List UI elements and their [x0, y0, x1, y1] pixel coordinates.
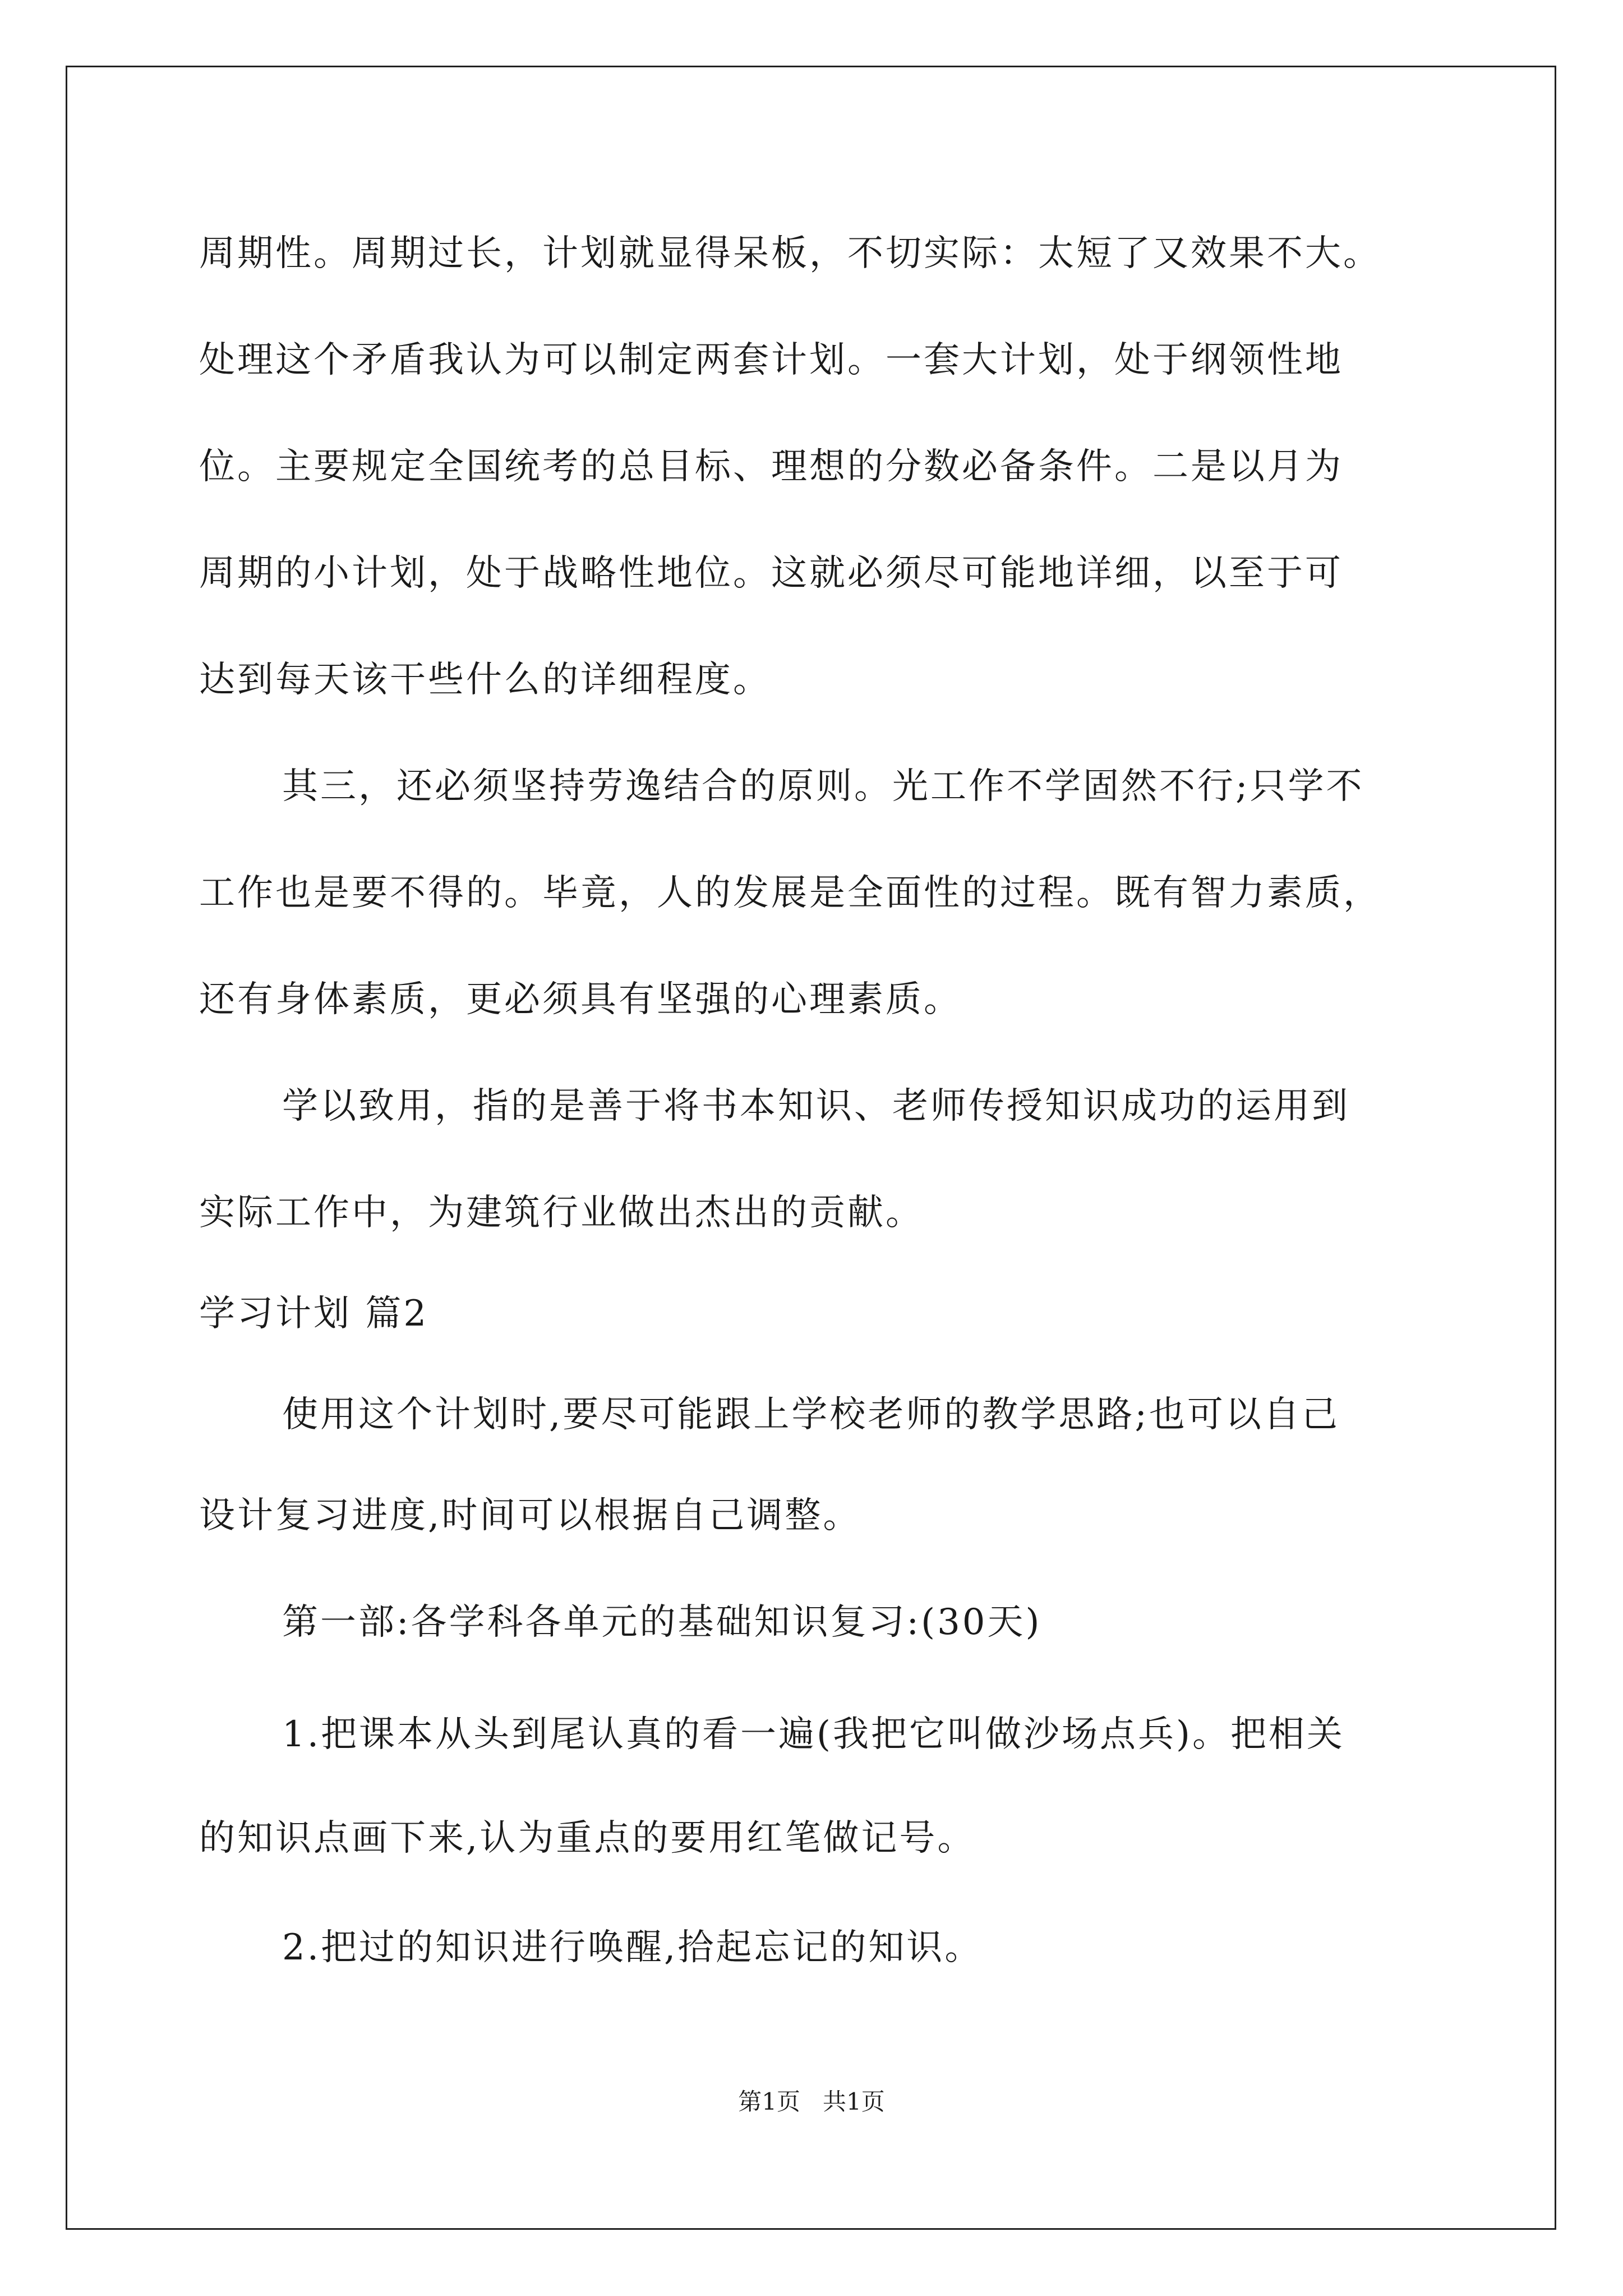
text-line: 的知识点画下来,认为重点的要用红笔做记号。 — [199, 1818, 976, 1859]
text-line: 其三，还必须坚持劳逸结合的原则。光工作不学固然不行;只学不 — [282, 766, 1364, 807]
text-line: 位。主要规定全国统考的总目标、理想的分数必备条件。二是以月为 — [199, 446, 1343, 487]
text-line: 处理这个矛盾我认为可以制定两套计划。一套大计划，处于纲领性地 — [199, 339, 1343, 381]
section-heading: 学习计划 篇2 — [199, 1293, 429, 1335]
text-line: 达到每天该干些什么的详细程度。 — [199, 659, 771, 701]
text-line: 还有身体素质，更必须具有坚强的心理素质。 — [199, 979, 962, 1020]
page-footer: 第1页 共1页 — [738, 2088, 885, 2115]
text-line: 1.把课本从头到尾认真的看一遍(我把它叫做沙场点兵)。把相关 — [282, 1714, 1345, 1755]
text-line: 第一部:各学科各单元的基础知识复习:(30天) — [282, 1602, 1042, 1643]
text-line: 设计复习进度,时间可以根据自己调整。 — [199, 1495, 861, 1536]
text-line: 使用这个计划时,要尽可能跟上学校老师的教学思路;也可以自己 — [282, 1394, 1340, 1435]
text-line: 周期的小计划，处于战略性地位。这就必须尽可能地详细，以至于可 — [199, 553, 1343, 594]
text-line: 实际工作中，为建筑行业做出杰出的贡献。 — [199, 1192, 924, 1234]
text-line: 周期性。周期过长，计划就显得呆板，不切实际：太短了又效果不大。 — [199, 233, 1381, 274]
text-line: 2.把过的知识进行唤醒,拾起忘记的知识。 — [282, 1927, 983, 1968]
text-line: 工作也是要不得的。毕竟，人的发展是全面性的过程。既有智力素质， — [199, 872, 1381, 914]
page-border — [66, 66, 1556, 2230]
text-line: 学以致用，指的是善于将书本知识、老师传授知识成功的运用到 — [282, 1085, 1350, 1127]
